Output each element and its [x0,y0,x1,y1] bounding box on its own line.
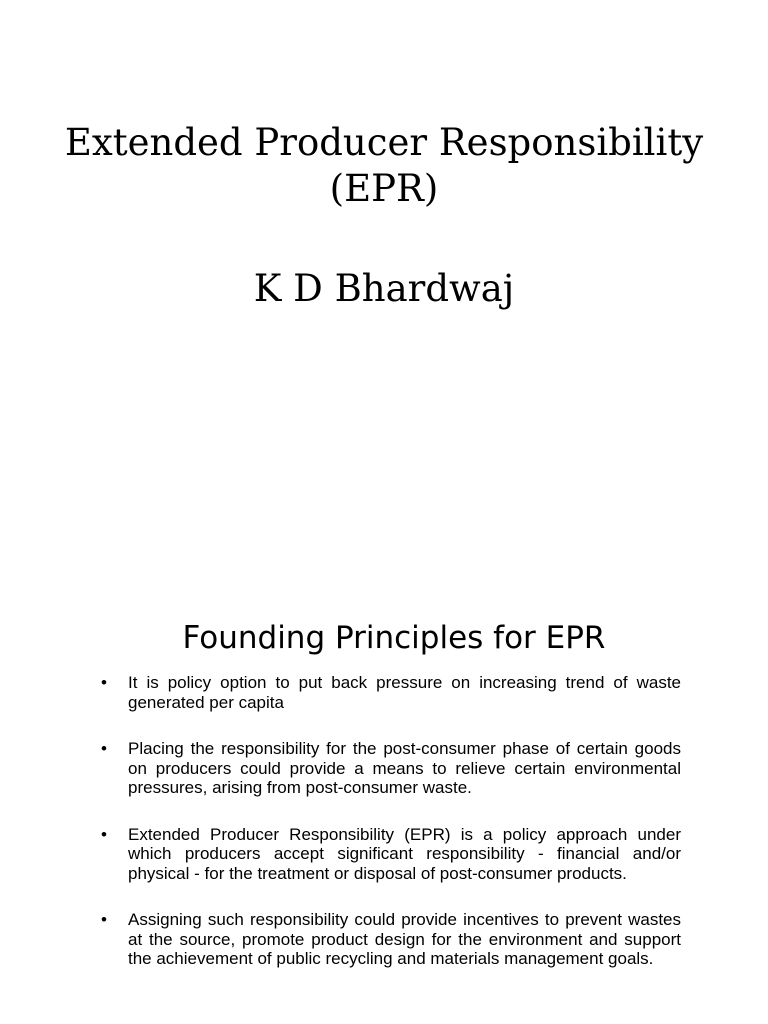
principles-slide [0,560,768,1024]
slide-title: Founding Principles for EPR [182,620,606,656]
bullet-item [101,910,681,969]
title-line-1: Extended Producer Responsibility [64,121,704,164]
bullet-icon: • [101,739,107,758]
bullet-item [101,825,681,884]
title-line-2: (EPR) [329,167,439,210]
presentation-title [0,120,768,212]
bullet-icon: • [101,910,107,929]
bullet-list [101,673,681,996]
bullet-text: It is policy option to put back pressure on increasing trend of waste generated per capita [128,673,681,712]
bullet-item [101,673,681,712]
bullet-icon: • [101,824,107,844]
bullet-item [101,739,681,798]
author-name: K D Bhardwaj [253,267,515,310]
bullet-icon: • [101,673,107,692]
bullet-text: Extended Producer Responsibility (EPR) is a policy approach under which producers accept significant responsibility - financial and/or physical - for the treatment or disposal of post-consumer products. [128,824,681,883]
bullet-text: Placing the responsibility for the post-consumer phase of certain goods on producers could provide a means to relieve certain environmental pressures, arising from post-consumer waste. [128,739,681,797]
bullet-text: Assigning such responsibility could provide incentives to prevent wastes at the source, promote product design for the environment and support the achievement of public recycling and materials management goals. [128,910,681,968]
